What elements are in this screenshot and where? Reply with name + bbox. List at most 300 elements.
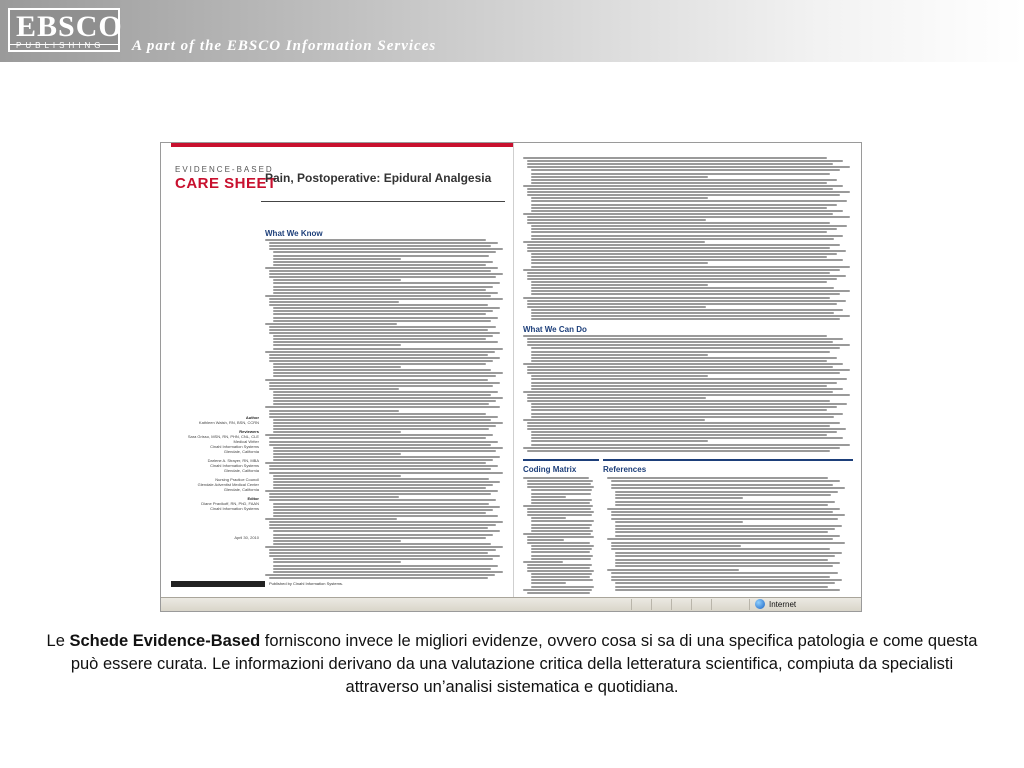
- text-line: [531, 440, 708, 442]
- text-line: [527, 344, 850, 346]
- text-line: [265, 379, 488, 381]
- ebsco-logo: [8, 8, 123, 52]
- text-line: [527, 567, 590, 569]
- editor-name: Diane Pravikoff, RN, PhD, FAAN: [201, 501, 259, 506]
- text-line: [527, 450, 830, 452]
- text-line: [531, 235, 843, 237]
- text-line: [269, 527, 488, 529]
- text-line: [273, 428, 489, 430]
- text-line: [273, 391, 498, 393]
- text-line: [531, 253, 837, 255]
- text-line: [615, 555, 835, 557]
- text-line: [531, 169, 840, 171]
- text-line: [615, 525, 842, 527]
- text-line: [531, 347, 840, 349]
- text-line: [269, 273, 503, 275]
- text-line: [531, 200, 847, 202]
- text-line: [273, 310, 493, 312]
- text-line: [527, 194, 840, 196]
- status-pane: [631, 599, 652, 610]
- text-line: [527, 338, 843, 340]
- text-line: [273, 363, 486, 365]
- text-line: [523, 419, 705, 421]
- reviewers-label: Reviewers: [239, 429, 259, 434]
- text-line: [531, 309, 843, 311]
- text-line: [531, 496, 566, 498]
- text-line: [273, 422, 503, 424]
- text-line: [527, 306, 706, 308]
- text-line: [273, 341, 498, 343]
- text-line: [273, 534, 493, 536]
- text-line: [273, 279, 401, 281]
- text-line: [273, 344, 401, 346]
- text-line: [531, 290, 850, 292]
- text-line: [265, 490, 498, 492]
- author-label: Author: [245, 415, 259, 420]
- text-line: [531, 573, 592, 575]
- text-line: [611, 579, 842, 581]
- text-line: [265, 574, 495, 576]
- text-line: [531, 179, 837, 181]
- text-line: [531, 284, 708, 286]
- text-line: [531, 351, 830, 353]
- text-line: [273, 375, 496, 377]
- text-line: [527, 514, 592, 516]
- text-line: [273, 512, 486, 514]
- text-line: [527, 188, 833, 190]
- text-line: [531, 434, 827, 436]
- text-line: [265, 546, 503, 548]
- header-tagline: A part of the EBSCO Information Services: [132, 38, 437, 54]
- text-line: [523, 297, 830, 299]
- reviewer-1-location: Glendale, California: [223, 449, 259, 454]
- text-line: [611, 484, 833, 486]
- text-line: [531, 499, 592, 501]
- text-line: [531, 388, 843, 390]
- text-line: [273, 286, 493, 288]
- text-line: [523, 157, 827, 159]
- text-line: [269, 304, 488, 306]
- text-line: [615, 521, 743, 523]
- text-line: [615, 582, 835, 584]
- text-line: [531, 416, 834, 418]
- text-line: [527, 216, 850, 218]
- text-line: [531, 385, 827, 387]
- text-line: [531, 579, 593, 581]
- text-line: [531, 403, 847, 405]
- text-line: [273, 264, 486, 266]
- text-line: [527, 366, 833, 368]
- text-line: [531, 409, 827, 411]
- text-line: [273, 348, 503, 350]
- caption-bold-term: Schede Evidence-Based: [69, 632, 261, 650]
- text-line: [273, 292, 498, 294]
- text-line: [273, 289, 486, 291]
- text-line: [615, 501, 835, 503]
- globe-icon: [755, 599, 765, 609]
- text-line: [273, 338, 486, 340]
- header-banner: [0, 0, 1024, 62]
- text-line: [269, 242, 498, 244]
- text-line: [615, 494, 831, 496]
- text-line: [527, 160, 843, 162]
- text-line: [531, 558, 591, 560]
- text-line: [269, 552, 488, 554]
- text-line: [527, 372, 840, 374]
- text-line: [527, 166, 850, 168]
- text-line: [265, 239, 486, 241]
- text-line: [531, 493, 591, 495]
- text-line: [531, 259, 843, 261]
- text-line: [273, 475, 401, 477]
- text-line: [273, 400, 496, 402]
- text-line: [527, 397, 706, 399]
- text-line: [527, 278, 837, 280]
- text-line: [273, 403, 489, 405]
- text-line: [611, 487, 845, 489]
- text-line: [273, 459, 493, 461]
- text-line: [273, 431, 401, 433]
- text-line: [615, 562, 840, 564]
- page-divider: [513, 143, 514, 597]
- text-line: [531, 207, 827, 209]
- text-line: [273, 425, 496, 427]
- text-line: [273, 481, 500, 483]
- editor-org: Cinahl Information Systems: [210, 506, 259, 511]
- text-line: [269, 360, 493, 362]
- text-line: [527, 511, 594, 513]
- text-line: [523, 589, 592, 591]
- text-line: [531, 527, 590, 529]
- text-line: [531, 354, 708, 356]
- text-line: [273, 515, 498, 517]
- text-line: [531, 182, 827, 184]
- text-line: [611, 548, 830, 550]
- text-line: [269, 465, 498, 467]
- text-line: [273, 258, 401, 260]
- text-line: [269, 441, 498, 443]
- text-line: [273, 453, 401, 455]
- text-line: [273, 530, 500, 532]
- text-line: [531, 548, 592, 550]
- text-line: [273, 503, 489, 505]
- red-top-rule: [171, 143, 513, 147]
- eyebrow-label: EVIDENCE-BASED: [175, 165, 274, 174]
- text-line: [527, 247, 830, 249]
- text-line: [615, 586, 828, 588]
- text-line: [269, 437, 486, 439]
- text-line: [531, 312, 834, 314]
- author-sidebar: [173, 415, 259, 540]
- text-line: [527, 480, 593, 482]
- text-line: [527, 508, 591, 510]
- text-line: [615, 535, 840, 537]
- text-line: [265, 267, 498, 269]
- text-line: [527, 191, 850, 193]
- text-line: [527, 300, 846, 302]
- text-line: [273, 478, 489, 480]
- text-line: [269, 521, 503, 523]
- text-line: [269, 549, 496, 551]
- text-line: [531, 378, 847, 380]
- text-line: [531, 210, 843, 212]
- text-line: [531, 197, 708, 199]
- text-line: [273, 394, 491, 396]
- publication-date: April 30, 2010: [234, 535, 259, 540]
- text-line: [523, 477, 589, 479]
- text-line: [523, 185, 843, 187]
- text-line: [523, 391, 833, 393]
- caption-prefix: Le: [46, 632, 70, 650]
- council-location: Glendale, California: [223, 487, 259, 492]
- text-line: [273, 456, 500, 458]
- text-line: [531, 517, 566, 519]
- status-pane: [671, 599, 692, 610]
- text-line: [265, 406, 500, 408]
- text-line: [531, 413, 843, 415]
- text-line: [273, 450, 496, 452]
- text-line: [269, 413, 486, 415]
- text-line: [531, 360, 827, 362]
- text-line: [265, 434, 493, 436]
- text-line: [615, 504, 828, 506]
- text-line: [531, 228, 837, 230]
- text-line: [269, 385, 493, 387]
- text-line: [531, 204, 837, 206]
- text-line: [527, 564, 592, 566]
- text-line: [273, 397, 503, 399]
- text-line: [531, 225, 847, 227]
- document-view: [161, 143, 861, 597]
- care-sheet-screenshot: [160, 142, 862, 612]
- logo-text: EBSCO: [16, 10, 123, 43]
- text-line: [531, 437, 843, 439]
- text-line: [269, 499, 496, 501]
- text-line: [265, 323, 397, 325]
- text-line: [611, 572, 838, 574]
- reviewer-2: Darlene A. Strayer, RN, MBA: [207, 458, 259, 463]
- text-line: [523, 335, 827, 337]
- text-line: [531, 293, 840, 295]
- text-line: [531, 551, 590, 553]
- references-heading: References: [603, 465, 647, 474]
- slide-caption: [44, 630, 980, 699]
- text-line: [269, 382, 500, 384]
- text-line: [269, 332, 500, 334]
- text-line: [527, 163, 833, 165]
- text-line: [531, 530, 593, 532]
- what-we-can-do-heading: What We Can Do: [523, 325, 587, 334]
- text-line: [269, 270, 491, 272]
- text-line: [531, 582, 566, 584]
- caption-text: forniscono invece le migliori evidenze, ovvero cosa si sa di una specifica patologia e come questa può essere curata. Le informazioni derivano da una valutazione critica della letteratura scientifica, compiuta da specialisti attraverso un’analisi sistematica e quotidiana.: [70, 632, 978, 696]
- text-line: [531, 524, 592, 526]
- text-line: [523, 241, 705, 243]
- text-line: [611, 480, 840, 482]
- text-line: [269, 298, 503, 300]
- text-line: [269, 416, 498, 418]
- text-line: [527, 422, 840, 424]
- text-line: [527, 428, 846, 430]
- text-line: [615, 559, 828, 561]
- text-line: [273, 558, 493, 560]
- text-line: [611, 576, 830, 578]
- text-line: [615, 589, 840, 591]
- text-line: [531, 266, 850, 268]
- reviewer-2-org: Cinahl Information Systems: [210, 463, 259, 468]
- editor-label: Editor: [247, 496, 259, 501]
- council-label: Nursing Practice Council: [215, 477, 259, 482]
- council-org: Glendale Adventist Medical Center: [197, 482, 259, 487]
- publisher-bar: [171, 581, 265, 587]
- text-line: [273, 372, 503, 374]
- text-line: [523, 269, 840, 271]
- text-line: [269, 493, 491, 495]
- text-line: [273, 540, 401, 542]
- publisher-line: Published by Cinahl Information Systems.: [269, 581, 344, 586]
- text-line: [531, 315, 850, 317]
- text-line: [531, 238, 834, 240]
- status-pane: [691, 599, 712, 610]
- zone-pane[interactable]: [749, 599, 860, 610]
- text-line: [527, 425, 830, 427]
- text-line: [527, 341, 833, 343]
- text-line: [531, 176, 708, 178]
- text-line: [523, 213, 833, 215]
- text-line: [531, 444, 850, 446]
- text-line: [273, 509, 493, 511]
- security-zone-label: Internet: [769, 600, 797, 609]
- text-line: [523, 561, 563, 563]
- text-line: [273, 369, 491, 371]
- text-line: [527, 303, 837, 305]
- text-line: [531, 262, 708, 264]
- text-line: [273, 561, 401, 563]
- status-pane: [711, 599, 732, 610]
- text-line: [611, 514, 845, 516]
- text-line: [265, 295, 491, 297]
- text-line: [527, 542, 590, 544]
- text-line: [615, 531, 828, 533]
- text-line: [527, 222, 830, 224]
- text-line: [273, 261, 493, 263]
- text-line: [527, 539, 564, 541]
- coding-matrix-box: [523, 459, 599, 597]
- reviewer-2-location: Glendale, California: [223, 468, 259, 473]
- text-line: [269, 354, 488, 356]
- text-line: [531, 489, 592, 491]
- author-name: Kathleen Walsh, RN, BSN, CCRN: [198, 420, 259, 425]
- text-line: [273, 571, 503, 573]
- reviewer-1: Sara Grisso, MSN, RN, PHN, CNL, CLE: [187, 434, 259, 439]
- what-we-know-heading: What We Know: [265, 229, 323, 238]
- text-line: [527, 219, 706, 221]
- text-line: [269, 248, 503, 250]
- text-line: [523, 447, 840, 449]
- text-line: [269, 555, 500, 557]
- text-line: [269, 468, 491, 470]
- text-line: [527, 570, 594, 572]
- text-line: [273, 317, 498, 319]
- text-line: [265, 518, 397, 520]
- text-line: [273, 484, 493, 486]
- text-line: [615, 528, 835, 530]
- text-line: [527, 400, 830, 402]
- text-line: [269, 388, 399, 390]
- text-line: [273, 419, 491, 421]
- text-line: [269, 524, 496, 526]
- text-line: [531, 431, 837, 433]
- text-line: [273, 251, 496, 253]
- logo-subtext: PUBLISHING: [16, 41, 105, 50]
- title-rule: [261, 201, 505, 202]
- text-line: [527, 275, 846, 277]
- text-line: [273, 447, 503, 449]
- text-line: [269, 245, 491, 247]
- text-line: [607, 569, 739, 571]
- text-line: [269, 496, 399, 498]
- text-line: [273, 565, 498, 567]
- text-line: [531, 382, 837, 384]
- text-line: [269, 301, 399, 303]
- text-line: [607, 508, 840, 510]
- text-line: [531, 586, 594, 588]
- browser-status-bar: [161, 597, 861, 612]
- care-sheet-label: CARE SHEET: [175, 175, 277, 192]
- text-line: [531, 256, 827, 258]
- document-title: Pain, Postoperative: Epidural Analgesia: [265, 171, 492, 185]
- text-line: [611, 518, 838, 520]
- text-line: [269, 472, 503, 474]
- text-line: [527, 592, 590, 594]
- text-line: [269, 410, 399, 412]
- text-line: [265, 351, 495, 353]
- text-line: [531, 406, 837, 408]
- text-line: [269, 276, 496, 278]
- references-box: [603, 459, 853, 597]
- text-line: [531, 545, 594, 547]
- text-line: [273, 366, 401, 368]
- text-line: [269, 329, 488, 331]
- text-line: [611, 542, 845, 544]
- text-line: [531, 576, 590, 578]
- text-line: [269, 577, 488, 579]
- text-line: [531, 375, 708, 377]
- text-line: [269, 326, 496, 328]
- text-line: [611, 545, 741, 547]
- text-line: [273, 307, 500, 309]
- text-line: [531, 555, 593, 557]
- text-line: [523, 533, 591, 535]
- text-line: [273, 335, 493, 337]
- text-line: [273, 313, 486, 315]
- text-line: [527, 250, 846, 252]
- text-line: [527, 369, 850, 371]
- coding-matrix-heading: Coding Matrix: [523, 465, 577, 474]
- text-line: [527, 244, 840, 246]
- text-line: [531, 357, 837, 359]
- text-line: [531, 502, 590, 504]
- text-line: [273, 537, 486, 539]
- text-line: [265, 462, 486, 464]
- text-line: [527, 394, 850, 396]
- text-line: [607, 477, 828, 479]
- text-line: [273, 543, 491, 545]
- text-line: [273, 568, 491, 570]
- text-line: [531, 318, 840, 320]
- text-line: [615, 491, 838, 493]
- text-line: [615, 552, 842, 554]
